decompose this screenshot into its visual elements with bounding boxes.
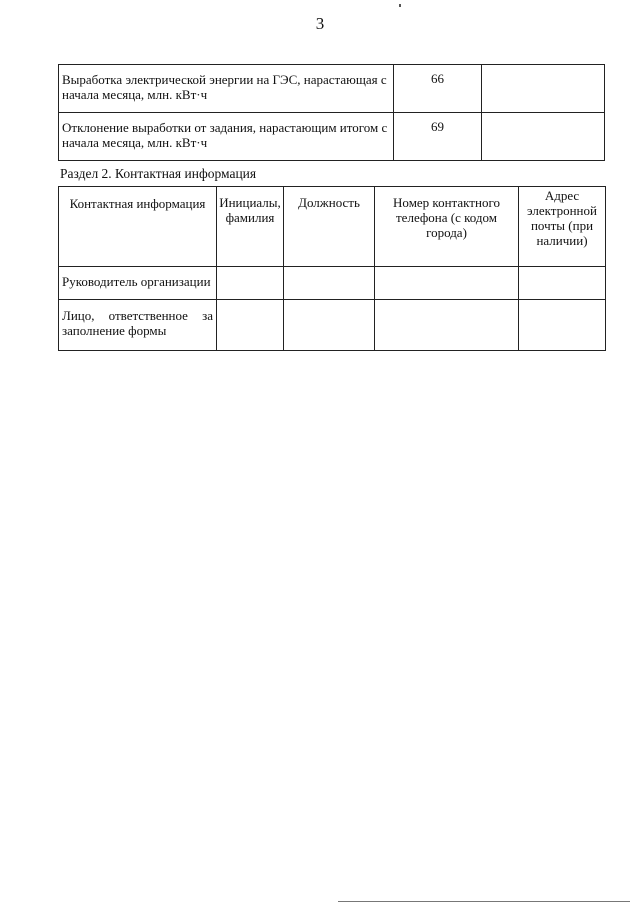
row-code-cell: 66 <box>394 65 482 113</box>
row-code-cell: 69 <box>394 113 482 161</box>
column-header: Номер контактного телефона (с кодом города) <box>375 187 519 267</box>
indicator-name-line: начала месяца, млн. кВт·ч <box>62 87 208 102</box>
value-cell[interactable] <box>482 113 605 161</box>
row-label-word: ответственное <box>108 308 188 323</box>
table-cell[interactable] <box>375 300 519 351</box>
page-number: 3 <box>315 14 325 33</box>
column-header: Адрес электронной почты (при наличии) <box>519 187 606 267</box>
indicator-name-cell <box>59 113 394 161</box>
value-cell[interactable] <box>482 65 605 113</box>
table-row <box>59 65 605 113</box>
table-cell[interactable] <box>217 267 284 300</box>
row-label-line <box>62 308 213 323</box>
indicator-name-line: Выработка электрической энергии на ГЭС, нарастающая с <box>62 72 387 87</box>
column-header: Контактная информация <box>59 187 217 267</box>
row-label-word: за <box>202 308 213 323</box>
table-cell[interactable] <box>284 267 375 300</box>
indicator-name-line: начала месяца, млн. кВт·ч <box>62 135 208 150</box>
row-label: Руководитель организации <box>59 267 217 300</box>
table-row <box>59 267 606 300</box>
contact-info-table <box>58 186 606 351</box>
row-label <box>59 300 217 351</box>
scan-artifact-line <box>338 901 630 902</box>
table-cell[interactable] <box>375 267 519 300</box>
column-header: Должность <box>284 187 375 267</box>
table-cell[interactable] <box>519 267 606 300</box>
production-table <box>58 64 605 161</box>
column-header: Инициалы, фамилия <box>217 187 284 267</box>
indicator-name-line: Отклонение выработки от задания, нарастающим итогом с <box>62 120 388 135</box>
indicator-name-cell <box>59 65 394 113</box>
table-header-row <box>59 187 606 267</box>
table-cell[interactable] <box>217 300 284 351</box>
table-cell[interactable] <box>284 300 375 351</box>
table-row <box>59 113 605 161</box>
table-cell[interactable] <box>519 300 606 351</box>
table-row <box>59 300 606 351</box>
row-label-word: Лицо, <box>62 308 95 323</box>
scan-artifact-mark <box>399 4 401 7</box>
row-label-line: заполнение формы <box>62 323 167 338</box>
section-title: Раздел 2. Контактная информация <box>60 166 257 181</box>
